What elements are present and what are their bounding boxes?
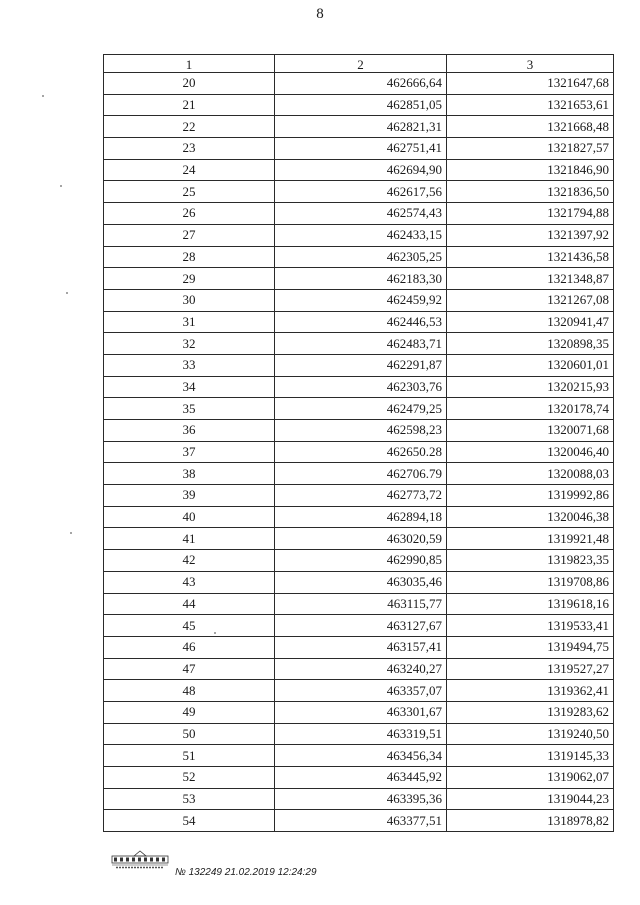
table-row xyxy=(104,268,614,290)
point-number-cell: 28 xyxy=(104,246,275,268)
point-number-cell: 24 xyxy=(104,159,275,181)
scan-speck xyxy=(70,532,72,534)
y-coordinate-cell: 1319494,75 xyxy=(447,636,614,658)
x-coordinate-cell: 462706.79 xyxy=(275,463,447,485)
point-number-cell: 54 xyxy=(104,810,275,832)
scan-speck xyxy=(42,95,44,97)
point-number-cell: 22 xyxy=(104,116,275,138)
y-coordinate-cell: 1320046,40 xyxy=(447,441,614,463)
table-row xyxy=(104,181,614,203)
x-coordinate-cell: 462183,30 xyxy=(275,268,447,290)
x-coordinate-cell: 463035,46 xyxy=(275,571,447,593)
y-coordinate-cell: 1320178,74 xyxy=(447,398,614,420)
document-registration-stamp: № 132249 21.02.2019 12:24:29 xyxy=(175,867,317,878)
table-row xyxy=(104,788,614,810)
table-row xyxy=(104,571,614,593)
point-number-cell: 21 xyxy=(104,94,275,116)
point-number-cell: 26 xyxy=(104,203,275,225)
point-number-cell: 31 xyxy=(104,311,275,333)
y-coordinate-cell: 1321668,48 xyxy=(447,116,614,138)
table-row xyxy=(104,73,614,95)
x-coordinate-cell: 462574,43 xyxy=(275,203,447,225)
x-coordinate-cell: 462291,87 xyxy=(275,354,447,376)
point-number-cell: 38 xyxy=(104,463,275,485)
y-coordinate-cell: 1321436,58 xyxy=(447,246,614,268)
x-coordinate-cell: 463319,51 xyxy=(275,723,447,745)
point-number-cell: 41 xyxy=(104,528,275,550)
x-coordinate-cell: 463456,34 xyxy=(275,745,447,767)
y-coordinate-cell: 1321267,08 xyxy=(447,289,614,311)
y-coordinate-cell: 1319533,41 xyxy=(447,615,614,637)
x-coordinate-cell: 463445,92 xyxy=(275,767,447,789)
y-coordinate-cell: 1320046,38 xyxy=(447,506,614,528)
point-number-cell: 44 xyxy=(104,593,275,615)
table-row xyxy=(104,615,614,637)
y-coordinate-cell: 1319921,48 xyxy=(447,528,614,550)
y-coordinate-cell: 1321827,57 xyxy=(447,138,614,160)
x-coordinate-cell: 462479,25 xyxy=(275,398,447,420)
table-row xyxy=(104,528,614,550)
table-row xyxy=(104,116,614,138)
x-coordinate-cell: 463301,67 xyxy=(275,701,447,723)
x-coordinate-cell: 462666,64 xyxy=(275,73,447,95)
x-coordinate-cell: 462617,56 xyxy=(275,181,447,203)
column-header-y: 3 xyxy=(447,55,614,73)
x-coordinate-cell: 462851,05 xyxy=(275,94,447,116)
scan-speck xyxy=(60,185,62,187)
table-row xyxy=(104,420,614,442)
y-coordinate-cell: 1320215,93 xyxy=(447,376,614,398)
table-row xyxy=(104,354,614,376)
table-row xyxy=(104,701,614,723)
table-row xyxy=(104,593,614,615)
point-number-cell: 25 xyxy=(104,181,275,203)
coordinates-table xyxy=(103,54,614,832)
x-coordinate-cell: 462446,53 xyxy=(275,311,447,333)
y-coordinate-cell: 1321846,90 xyxy=(447,159,614,181)
y-coordinate-cell: 1320071,68 xyxy=(447,420,614,442)
y-coordinate-cell: 1321794,88 xyxy=(447,203,614,225)
y-coordinate-cell: 1319708,86 xyxy=(447,571,614,593)
point-number-cell: 45 xyxy=(104,615,275,637)
point-number-cell: 30 xyxy=(104,289,275,311)
point-number-cell: 33 xyxy=(104,354,275,376)
point-number-cell: 34 xyxy=(104,376,275,398)
table-row xyxy=(104,636,614,658)
table-row xyxy=(104,138,614,160)
table-row xyxy=(104,246,614,268)
point-number-cell: 32 xyxy=(104,333,275,355)
x-coordinate-cell: 462751,41 xyxy=(275,138,447,160)
x-coordinate-cell: 462990,85 xyxy=(275,550,447,572)
y-coordinate-cell: 1321836,50 xyxy=(447,181,614,203)
x-coordinate-cell: 462303,76 xyxy=(275,376,447,398)
x-coordinate-cell: 462598,23 xyxy=(275,420,447,442)
x-coordinate-cell: 462694,90 xyxy=(275,159,447,181)
y-coordinate-cell: 1321653,61 xyxy=(447,94,614,116)
point-number-cell: 23 xyxy=(104,138,275,160)
scan-speck xyxy=(214,632,216,634)
table-row xyxy=(104,289,614,311)
y-coordinate-cell: 1321397,92 xyxy=(447,224,614,246)
table-row xyxy=(104,485,614,507)
x-coordinate-cell: 463357,07 xyxy=(275,680,447,702)
scan-speck xyxy=(66,292,68,294)
table-row xyxy=(104,333,614,355)
y-coordinate-cell: 1318978,82 xyxy=(447,810,614,832)
x-coordinate-cell: 462459,92 xyxy=(275,289,447,311)
table-row xyxy=(104,94,614,116)
point-number-cell: 27 xyxy=(104,224,275,246)
point-number-cell: 35 xyxy=(104,398,275,420)
x-coordinate-cell: 462773,72 xyxy=(275,485,447,507)
y-coordinate-cell: 1320941,47 xyxy=(447,311,614,333)
point-number-cell: 43 xyxy=(104,571,275,593)
y-coordinate-cell: 1319044,23 xyxy=(447,788,614,810)
x-coordinate-cell: 463377,51 xyxy=(275,810,447,832)
point-number-cell: 42 xyxy=(104,550,275,572)
x-coordinate-cell: 462894,18 xyxy=(275,506,447,528)
table-row xyxy=(104,203,614,225)
table-header-row xyxy=(104,55,614,73)
table-row xyxy=(104,658,614,680)
table-row xyxy=(104,463,614,485)
point-number-cell: 49 xyxy=(104,701,275,723)
x-coordinate-cell: 462650.28 xyxy=(275,441,447,463)
y-coordinate-cell: 1320601,01 xyxy=(447,354,614,376)
x-coordinate-cell: 463157,41 xyxy=(275,636,447,658)
y-coordinate-cell: 1321647,68 xyxy=(447,73,614,95)
y-coordinate-cell: 1321348,87 xyxy=(447,268,614,290)
point-number-cell: 40 xyxy=(104,506,275,528)
y-coordinate-cell: 1319823,35 xyxy=(447,550,614,572)
table-row xyxy=(104,398,614,420)
column-header-x: 2 xyxy=(275,55,447,73)
table-row xyxy=(104,810,614,832)
table-row xyxy=(104,311,614,333)
y-coordinate-cell: 1319992,86 xyxy=(447,485,614,507)
table-row xyxy=(104,745,614,767)
column-header-point: 1 xyxy=(104,55,275,73)
y-coordinate-cell: 1319145,33 xyxy=(447,745,614,767)
point-number-cell: 47 xyxy=(104,658,275,680)
x-coordinate-cell: 463127,67 xyxy=(275,615,447,637)
point-number-cell: 53 xyxy=(104,788,275,810)
table-row xyxy=(104,767,614,789)
table-row xyxy=(104,723,614,745)
point-number-cell: 29 xyxy=(104,268,275,290)
x-coordinate-cell: 463115,77 xyxy=(275,593,447,615)
point-number-cell: 50 xyxy=(104,723,275,745)
page-number: 8 xyxy=(316,6,324,22)
x-coordinate-cell: 462483,71 xyxy=(275,333,447,355)
point-number-cell: 20 xyxy=(104,73,275,95)
point-number-cell: 37 xyxy=(104,441,275,463)
y-coordinate-cell: 1320898,35 xyxy=(447,333,614,355)
table-row xyxy=(104,159,614,181)
point-number-cell: 46 xyxy=(104,636,275,658)
x-coordinate-cell: 463395,36 xyxy=(275,788,447,810)
y-coordinate-cell: 1319240,50 xyxy=(447,723,614,745)
table-row xyxy=(104,441,614,463)
y-coordinate-cell: 1319362,41 xyxy=(447,680,614,702)
x-coordinate-cell: 462305,25 xyxy=(275,246,447,268)
point-number-cell: 36 xyxy=(104,420,275,442)
y-coordinate-cell: 1319618,16 xyxy=(447,593,614,615)
table-row xyxy=(104,550,614,572)
x-coordinate-cell: 462821,31 xyxy=(275,116,447,138)
table-body xyxy=(104,73,614,832)
y-coordinate-cell: 1319283,62 xyxy=(447,701,614,723)
y-coordinate-cell: 1319062,07 xyxy=(447,767,614,789)
y-coordinate-cell: 1320088,03 xyxy=(447,463,614,485)
y-coordinate-cell: 1319527,27 xyxy=(447,658,614,680)
table-row xyxy=(104,680,614,702)
x-coordinate-cell: 463240,27 xyxy=(275,658,447,680)
table-row xyxy=(104,224,614,246)
parliament-building-stamp-icon xyxy=(110,849,170,871)
x-coordinate-cell: 463020,59 xyxy=(275,528,447,550)
point-number-cell: 51 xyxy=(104,745,275,767)
table-row xyxy=(104,506,614,528)
point-number-cell: 52 xyxy=(104,767,275,789)
point-number-cell: 48 xyxy=(104,680,275,702)
x-coordinate-cell: 462433,15 xyxy=(275,224,447,246)
table-row xyxy=(104,376,614,398)
point-number-cell: 39 xyxy=(104,485,275,507)
